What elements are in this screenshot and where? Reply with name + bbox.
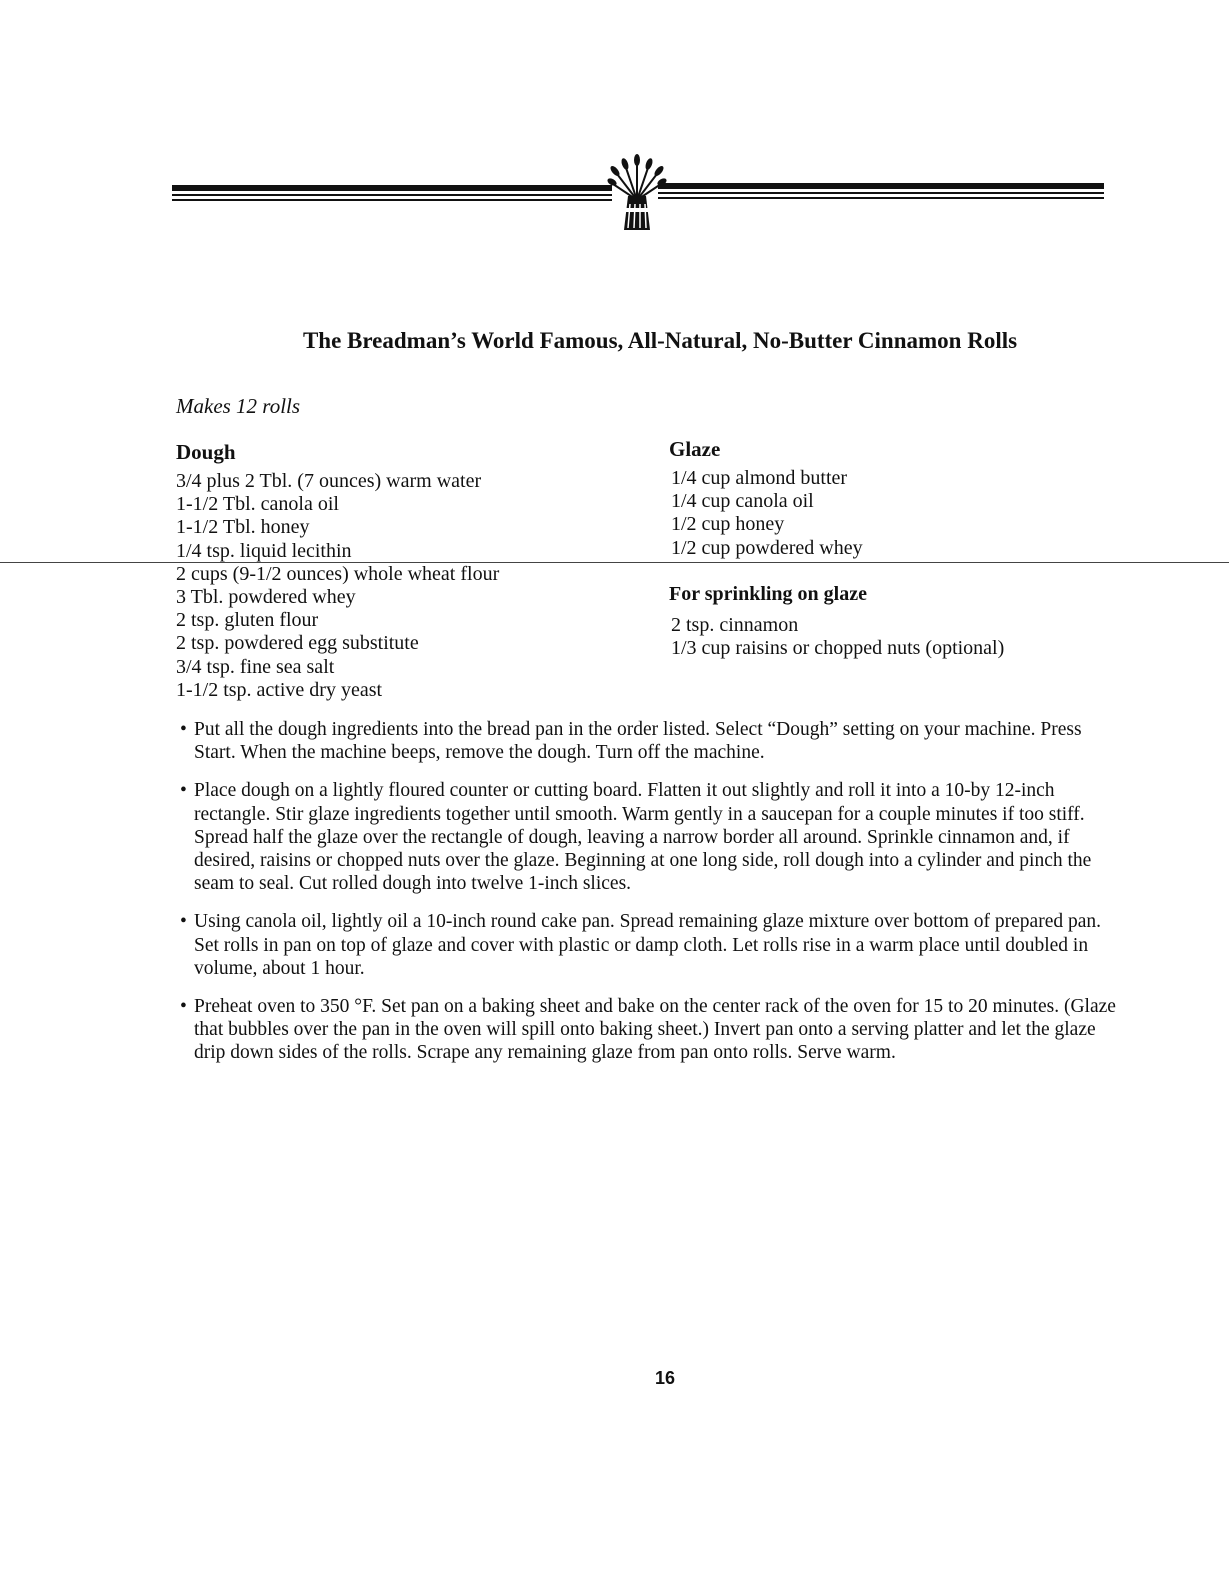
recipe-title: The Breadman’s World Famous, All-Natural, No-Butter Cinnamon Rolls [302,328,1018,353]
bullet: • [180,996,187,1018]
page-number: 16 [654,1368,676,1388]
dough-heading: Dough [176,440,236,464]
instruction-text: Put all the dough ingredients into the bread pan in the order listed. Select “Dough” setting on your machine. Press Start. When the machine beeps, remove the dough. Turn off the machine. [194,719,1082,764]
ingredient-item: 1/3 cup raisins or chopped nuts (optional) [671,637,1005,660]
instruction-list [180,718,1120,1080]
bullet: • [180,780,187,802]
instruction-step [180,779,1120,895]
ingredient-item: 3/4 plus 2 Tbl. (7 ounces) warm water [176,470,482,492]
ingredient-item: 1-1/2 tsp. active dry yeast [176,678,383,701]
instruction-text: Using canola oil, lightly oil a 10-inch round cake pan. Spread remaining glaze mixture over bottom of prepared pan. Set rolls in pan on top of glaze and cover with plastic or damp cloth. Let rolls rise in a warm place until doubled in volume, about 1 hour. [194,911,1102,979]
ingredient-item: 1-1/2 Tbl. honey [176,516,310,539]
wheat-sheaf-icon [606,152,668,232]
ingredient-item: 3/4 tsp. fine sea salt [176,655,335,678]
ingredient-item: 1/4 cup canola oil [671,490,814,513]
ingredient-item: 1/2 cup powdered whey [671,536,863,559]
ingredient-item: 2 tsp. cinnamon [671,614,799,636]
ingredient-item: 2 cups (9-1/2 ounces) whole wheat flour [176,562,500,585]
ingredient-item: 1/2 cup honey [671,513,785,536]
ingredient-item: 3 Tbl. powdered whey [176,586,356,609]
ingredient-item: 1-1/2 Tbl. canola oil [176,493,339,516]
ingredient-item: 1/4 cup almond butter [671,467,848,489]
dough-ingredient-list [176,470,499,702]
glaze-ingredient-list [671,467,863,560]
sprinkling-heading: For sprinkling on glaze [669,583,867,605]
instruction-text: Place dough on a lightly floured counter or cutting board. Flatten it out slightly and roll it into a 10-by 12-inch rectangle. Stir glaze ingredients together until smooth. Warm gently in a saucepan for a couple minutes if too stiff. Spread half the glaze over the rectangle of dough, leaving a narrow border all around. Sprinkle cinnamon and, if desired, raisins or chopped nuts over the glaze. Beginning at one long side, roll dough into a cylinder and pinch the seam to seal. Cut rolled dough into twelve 1-inch slices. [194,780,1092,895]
ingredient-item: 2 tsp. gluten flour [176,609,319,632]
sprinkling-ingredient-list [671,614,1004,660]
ingredient-item: 1/4 tsp. liquid lecithin [176,539,352,562]
ingredient-item: 2 tsp. powdered egg substitute [176,632,419,655]
instruction-step [180,718,1120,764]
bullet: • [180,911,187,933]
bullet: • [180,719,187,740]
instruction-text: Preheat oven to 350 °F. Set pan on a baking sheet and bake on the center rack of the oven for 15 to 20 minutes. (Glaze that bubbles over the pan in the oven will spill onto baking sheet.) Invert pan onto a serving platter and let the glaze drip down sides of the rolls. Scrape any remaining glaze from pan onto rolls. Serve warm. [194,996,1116,1064]
instruction-step [180,995,1120,1065]
instruction-step [180,910,1120,980]
recipe-yield: Makes 12 rolls [176,394,301,418]
glaze-heading: Glaze [669,437,721,461]
